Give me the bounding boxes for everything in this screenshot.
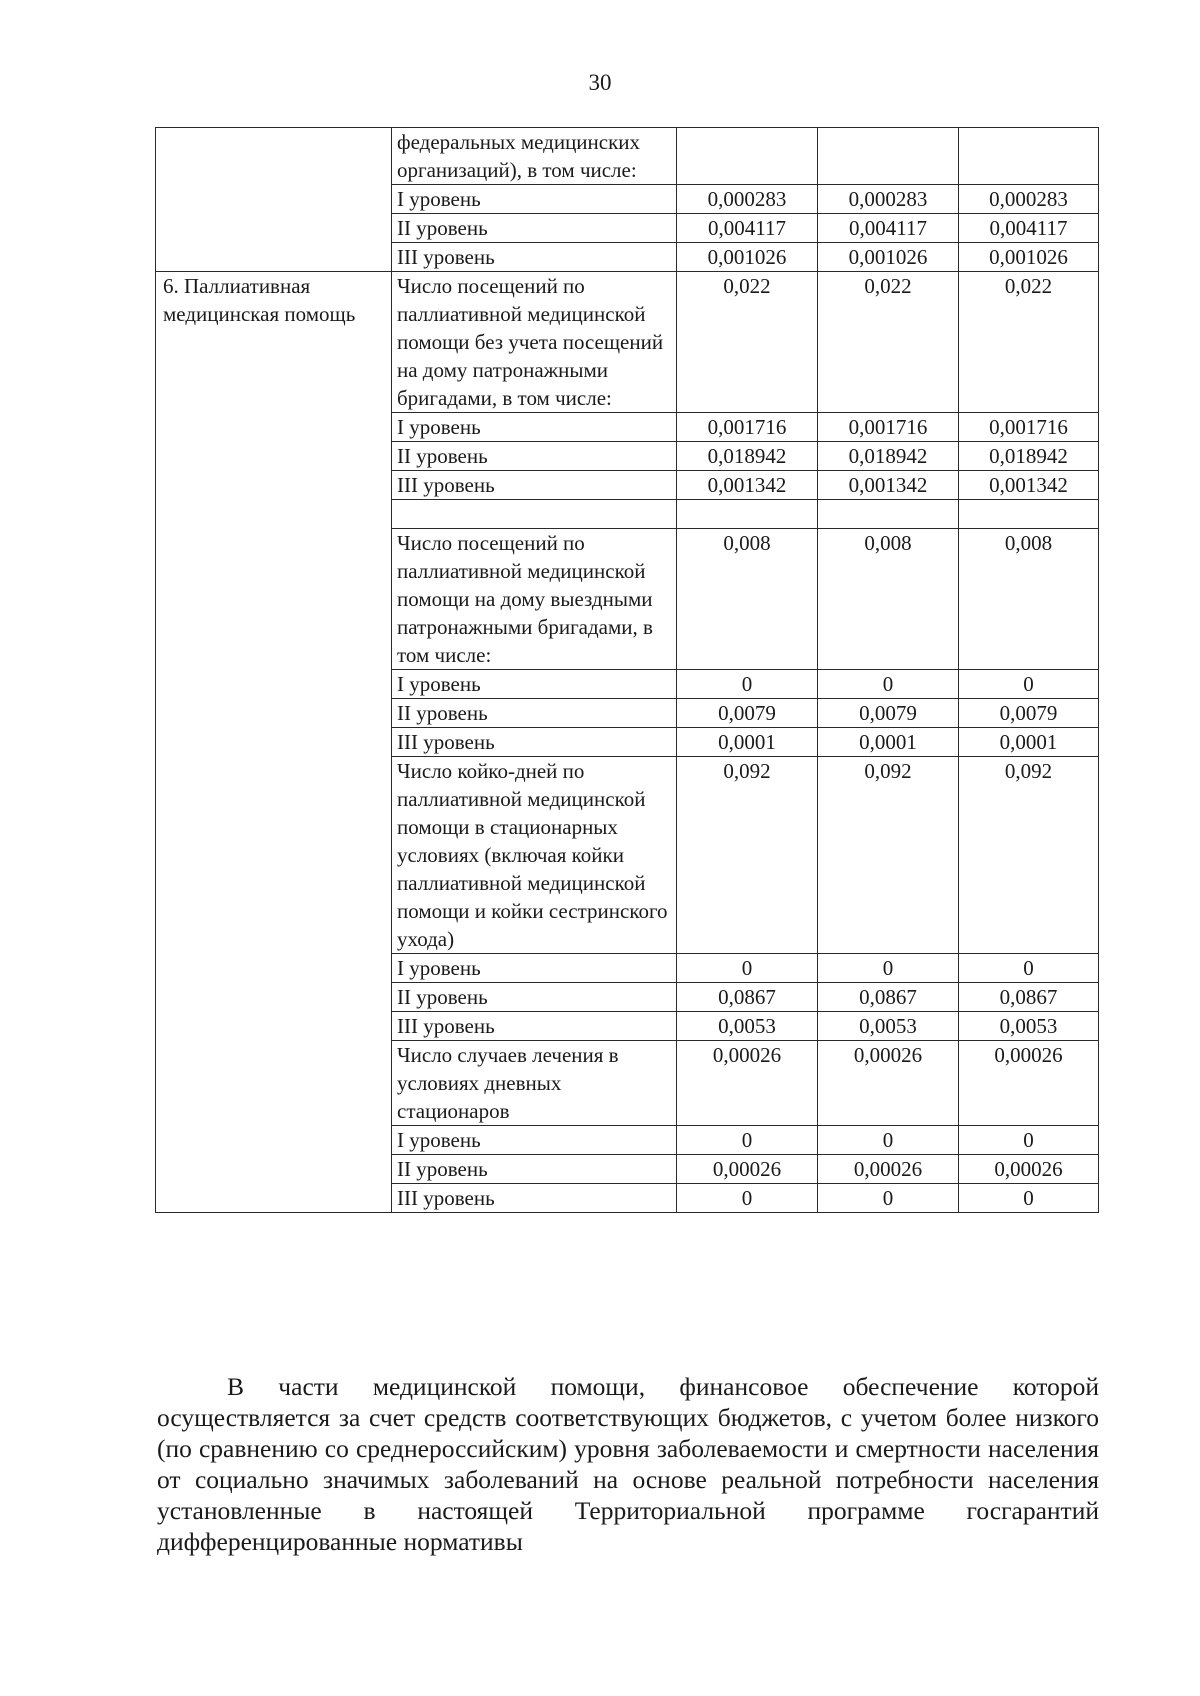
value-cell-3: 0,004117 [959,214,1099,243]
value-cell-1: 0,0053 [677,1012,818,1041]
value-cell-3: 0,00026 [959,1041,1099,1126]
value-cell-1: 0,00026 [677,1041,818,1126]
value-cell-2: 0,092 [818,757,959,954]
value-cell-2: 0,008 [818,529,959,670]
description-cell: Число посещений по паллиативной медицинской помощи на дому выездными патронажными бригадами, в том числе: [392,529,677,670]
value-cell-3: 0 [959,1184,1099,1213]
body-paragraph: В части медицинской помощи, финансовое обеспечение которой осуществляется за счет средств соответствующих бюджетов, с учетом более низкого (по сравнению со среднероссийским) уровня заболеваемости и смертности населения от социально значимых заболеваний на основе реальной потребности населения установленные в настоящей Территориальной программе госгарантий дифференцированные нормативы [157,1372,1099,1556]
description-cell: II уровень [392,442,677,471]
value-cell-3: 0,0079 [959,699,1099,728]
section-cell [156,128,392,272]
value-cell-2: 0,000283 [818,185,959,214]
value-cell-3: 0,00026 [959,1155,1099,1184]
value-cell-1: 0 [677,1184,818,1213]
value-cell-1: 0 [677,1126,818,1155]
page-number: 30 [588,70,612,95]
value-cell-1: 0,004117 [677,214,818,243]
description-cell: I уровень [392,670,677,699]
value-cell-2: 0,001342 [818,471,959,500]
value-cell-1: 0,001026 [677,243,818,272]
value-cell-1: 0 [677,670,818,699]
value-cell-2: 0,0001 [818,728,959,757]
value-cell-3: 0 [959,670,1099,699]
value-cell-2: 0,004117 [818,214,959,243]
description-cell: федеральных медицинских организаций), в том числе: [392,128,677,185]
description-cell: III уровень [392,728,677,757]
value-cell-3: 0,0053 [959,1012,1099,1041]
value-cell-3: 0 [959,954,1099,983]
value-cell-1: 0,008 [677,529,818,670]
value-cell-1: 0,018942 [677,442,818,471]
value-cell-2: 0,018942 [818,442,959,471]
value-cell-1: 0,0867 [677,983,818,1012]
value-cell-3: 0,092 [959,757,1099,954]
value-cell-1: 0,00026 [677,1155,818,1184]
section-cell: 6. Паллиативная медицинская помощь [156,272,392,1213]
description-cell: II уровень [392,983,677,1012]
value-cell-3: 0,0867 [959,983,1099,1012]
value-cell-2: 0 [818,670,959,699]
value-cell-2: 0,022 [818,272,959,413]
value-cell-2: 0,001716 [818,413,959,442]
value-cell-3: 0,0001 [959,728,1099,757]
value-cell-2: 0,00026 [818,1155,959,1184]
description-cell: III уровень [392,1184,677,1213]
description-cell: II уровень [392,1155,677,1184]
table-row [156,128,1099,185]
value-cell-2: 0,001026 [818,243,959,272]
value-cell-2: 0 [818,954,959,983]
value-cell-3: 0,001026 [959,243,1099,272]
description-cell: III уровень [392,1012,677,1041]
description-cell: Число койко-дней по паллиативной медицинской помощи в стационарных условиях (включая койки паллиативной медицинской помощи и койки сестринского ухода) [392,757,677,954]
value-cell-2 [818,128,959,185]
value-cell-3: 0 [959,1126,1099,1155]
value-cell-3: 0,018942 [959,442,1099,471]
value-cell-2 [818,500,959,529]
value-cell-3: 0,001716 [959,413,1099,442]
description-cell: III уровень [392,243,677,272]
value-cell-1: 0,0079 [677,699,818,728]
description-cell: I уровень [392,413,677,442]
value-cell-2: 0 [818,1184,959,1213]
value-cell-1: 0,001716 [677,413,818,442]
value-cell-1: 0 [677,954,818,983]
description-cell: II уровень [392,214,677,243]
description-cell [392,500,677,529]
value-cell-1: 0,022 [677,272,818,413]
description-cell: Число случаев лечения в условиях дневных стационаров [392,1041,677,1126]
value-cell-3: 0,001342 [959,471,1099,500]
value-cell-1: 0,0001 [677,728,818,757]
value-cell-2: 0 [818,1126,959,1155]
description-cell: III уровень [392,471,677,500]
value-cell-1 [677,128,818,185]
value-cell-2: 0,0053 [818,1012,959,1041]
value-cell-3 [959,500,1099,529]
value-cell-1 [677,500,818,529]
description-cell: I уровень [392,185,677,214]
value-cell-3: 0,008 [959,529,1099,670]
table-body [156,128,1099,1213]
description-cell: I уровень [392,1126,677,1155]
description-cell: II уровень [392,699,677,728]
value-cell-1: 0,000283 [677,185,818,214]
value-cell-2: 0,00026 [818,1041,959,1126]
value-cell-2: 0,0867 [818,983,959,1012]
value-cell-3: 0,022 [959,272,1099,413]
value-cell-1: 0,092 [677,757,818,954]
value-cell-3 [959,128,1099,185]
value-cell-3: 0,000283 [959,185,1099,214]
norms-table [155,127,1099,1213]
value-cell-1: 0,001342 [677,471,818,500]
description-cell: I уровень [392,954,677,983]
value-cell-2: 0,0079 [818,699,959,728]
table-row [156,272,1099,413]
description-cell: Число посещений по паллиативной медицинской помощи без учета посещений на дому патронажными бригадами, в том числе: [392,272,677,413]
